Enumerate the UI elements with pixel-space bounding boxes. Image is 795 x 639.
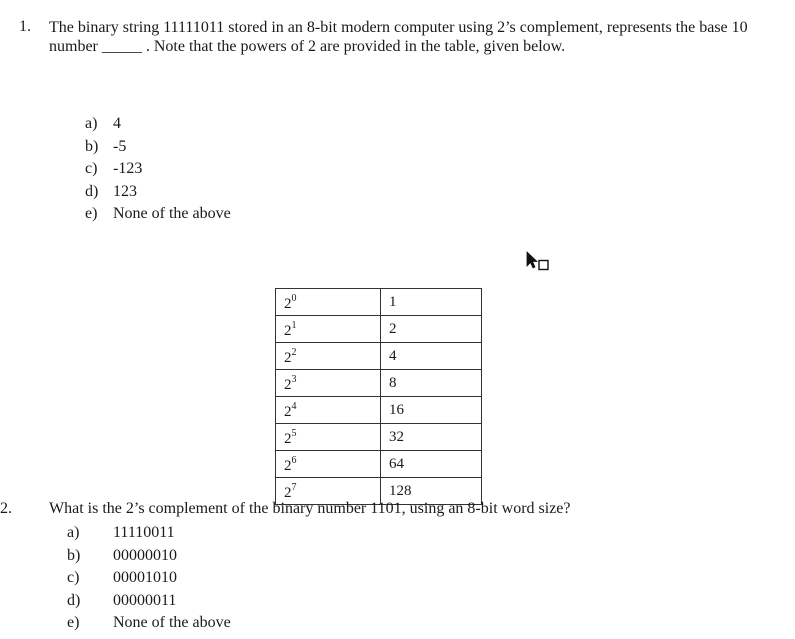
option-text: 4 <box>113 115 121 132</box>
table-row <box>276 397 482 424</box>
question-2-option-d[interactable] <box>67 590 231 613</box>
question-1-option-b[interactable] <box>85 136 231 159</box>
question-1-text: The binary string 11111011 stored in an 8-bit modern computer using 2’s complement, represents the base 10 number _____ . Note that the powers of 2 are provided in the table, given below. <box>49 19 748 55</box>
question-2-option-c[interactable] <box>67 567 231 590</box>
option-text: 11110011 <box>113 524 175 541</box>
value-cell: 32 <box>381 424 482 451</box>
option-text: 00001010 <box>113 569 177 586</box>
option-text: 00000011 <box>113 591 177 609</box>
power-cell: $2^7$ <box>276 478 381 505</box>
power-cell: $2^3$ <box>276 370 381 397</box>
table-row <box>276 289 482 316</box>
question-1-options <box>85 113 231 226</box>
value-cell: 4 <box>381 343 482 370</box>
question-1-option-a[interactable] <box>85 113 231 136</box>
mouse-pointer-with-box-icon <box>525 250 553 274</box>
table-row <box>276 424 482 451</box>
table-row <box>276 370 482 397</box>
option-letter: e) <box>67 614 80 631</box>
value-cell: 16 <box>381 397 482 424</box>
value-cell: 1 <box>381 289 482 316</box>
option-letter: d) <box>67 591 81 609</box>
table-row <box>276 343 482 370</box>
question-2-options <box>67 522 231 635</box>
option-letter: e) <box>85 205 98 222</box>
value-cell: 2 <box>381 316 482 343</box>
option-text: -5 <box>113 137 127 155</box>
option-letter: c) <box>85 160 98 177</box>
value-cell: 128 <box>381 478 482 505</box>
question-2-option-e[interactable] <box>67 612 231 635</box>
powers-of-two-table <box>275 288 482 505</box>
value-cell: 64 <box>381 451 482 478</box>
option-letter: a) <box>85 115 98 132</box>
question-1-number: 1. <box>19 18 31 35</box>
power-cell: $2^5$ <box>276 424 381 451</box>
question-1-option-c[interactable] <box>85 158 231 181</box>
option-letter: a) <box>67 524 80 541</box>
option-text: 00000010 <box>113 546 177 564</box>
table-row <box>276 451 482 478</box>
option-text: -123 <box>113 160 143 177</box>
question-2-option-b[interactable] <box>67 545 231 568</box>
power-cell: $2^6$ <box>276 451 381 478</box>
option-text: None of the above <box>113 205 231 222</box>
option-letter: b) <box>67 546 81 564</box>
power-cell: $2^4$ <box>276 397 381 424</box>
question-1-option-d[interactable] <box>85 181 231 204</box>
question-1-option-e[interactable] <box>85 203 231 226</box>
option-letter: c) <box>67 569 80 586</box>
power-cell: $2^1$ <box>276 316 381 343</box>
option-text: 123 <box>113 182 137 200</box>
power-cell: $2^0$ <box>276 289 381 316</box>
value-cell: 8 <box>381 370 482 397</box>
question-2-text: What is the 2’s complement of the binary number 1101, using an 8-bit word size? <box>49 500 571 517</box>
option-letter: b) <box>85 137 99 155</box>
power-cell: $2^2$ <box>276 343 381 370</box>
question-2-number: 2. <box>0 500 12 517</box>
option-text: None of the above <box>113 614 231 631</box>
option-letter: d) <box>85 182 99 200</box>
question-2-option-a[interactable] <box>67 522 231 545</box>
table-row <box>276 316 482 343</box>
